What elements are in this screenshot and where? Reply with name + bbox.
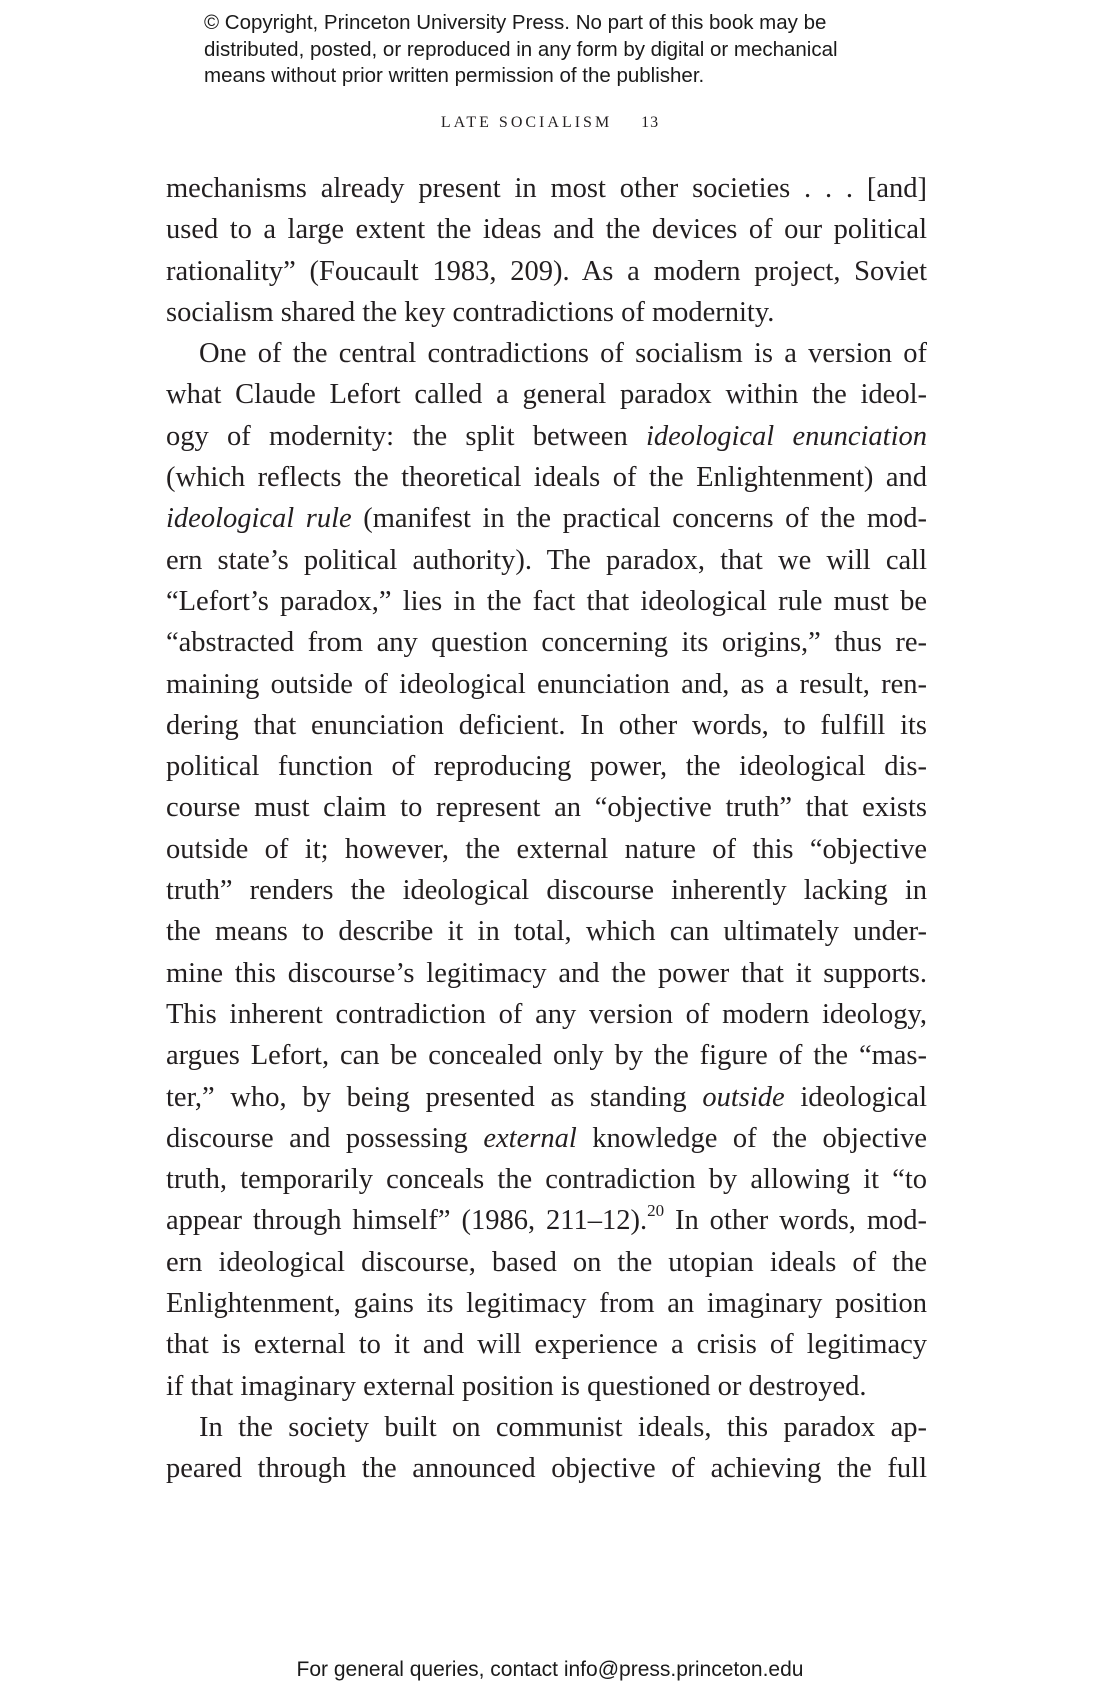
- italic-term: ideological enunciation: [645, 420, 927, 452]
- copyright-line: means without prior written permission of the publisher.: [204, 64, 705, 87]
- text-line: socialism shared the key contradictions of modernity.: [166, 296, 775, 328]
- italic-term: ideological rule: [166, 503, 352, 535]
- copyright-line: distributed, posted, or reproduced in any form by digital or mechanical: [204, 37, 838, 61]
- contact-footer: For general queries, contact info@press.princeton.edu: [296, 1658, 804, 1681]
- text-line: course must claim to represent an “objective truth” that exists: [166, 792, 927, 824]
- text-line: mine this discourse’s legitimacy and the power that it supports.: [166, 957, 927, 989]
- text-line: ern ideological discourse, based on the utopian ideals of the: [166, 1246, 927, 1278]
- text-line: In the society built on communist ideals, this paradox ap-: [199, 1411, 927, 1443]
- text-line: ogy of modernity: the split between ideological enunciation: [166, 420, 927, 452]
- text-line: This inherent contradiction of any version of modern ideology,: [166, 998, 927, 1030]
- running-head: [0, 114, 1100, 132]
- text-line: argues Lefort, can be concealed only by the figure of the “mas-: [166, 1040, 927, 1072]
- text-line: that is external to it and will experience a crisis of legitimacy: [166, 1329, 927, 1361]
- copyright-notice: [204, 10, 964, 90]
- text-line: (which reflects the theoretical ideals of the Enlightenment) and: [166, 462, 927, 494]
- text-line: “abstracted from any question concerning its origins,” thus re-: [166, 627, 927, 659]
- text-line: if that imaginary external position is questioned or destroyed.: [166, 1370, 867, 1402]
- text-line: ter,” who, by being presented as standing outside ideological: [166, 1081, 927, 1113]
- running-head-title: LATE SOCIALISM: [440, 114, 613, 131]
- text-line: the means to describe it in total, which can ultimately under-: [166, 916, 927, 948]
- text-line: used to a large extent the ideas and the devices of our political: [166, 214, 927, 246]
- text-line: outside of it; however, the external nature of this “objective: [166, 833, 927, 865]
- text-line: discourse and possessing external knowledge of the objective: [166, 1122, 927, 1154]
- text-line: appear through himself” (1986, 211–12).$^{20}$ In other words, mod-: [166, 1200, 927, 1237]
- copyright-line: © Copyright, Princeton University Press. No part of this book may be: [204, 11, 827, 34]
- italic-term: outside: [702, 1081, 785, 1113]
- body-text: [166, 168, 927, 1490]
- text-line: ern state’s political authority). The paradox, that we will call: [166, 544, 927, 576]
- text-line: truth” renders the ideological discourse inherently lacking in: [166, 875, 927, 907]
- text-line: dering that enunciation deficient. In other words, to fulfill its: [166, 709, 927, 741]
- text-line: One of the central contradictions of socialism is a version of: [199, 338, 927, 370]
- italic-term: external: [483, 1122, 577, 1154]
- text-line: peared through the announced objective of achieving the full: [166, 1453, 927, 1485]
- text-line: truth, temporarily conceals the contradiction by allowing it “to: [166, 1164, 927, 1196]
- text-line: mechanisms already present in most other societies . . . [and]: [166, 173, 927, 204]
- page-number: 13: [641, 114, 660, 131]
- footnote-ref: 20: [647, 1200, 665, 1220]
- text-line: rationality” (Foucault 1983, 209). As a modern project, Soviet: [166, 255, 927, 287]
- text-line: maining outside of ideological enunciation and, as a result, ren-: [166, 668, 927, 700]
- text-line: ideological rule (manifest in the practical concerns of the mod-: [166, 503, 927, 535]
- text-line: “Lefort’s paradox,” lies in the fact that ideological rule must be: [166, 585, 927, 617]
- text-line: Enlightenment, gains its legitimacy from an imaginary position: [166, 1288, 927, 1320]
- text-line: what Claude Lefort called a general paradox within the ideol-: [166, 379, 927, 411]
- text-line: political function of reproducing power, the ideological dis-: [166, 751, 927, 783]
